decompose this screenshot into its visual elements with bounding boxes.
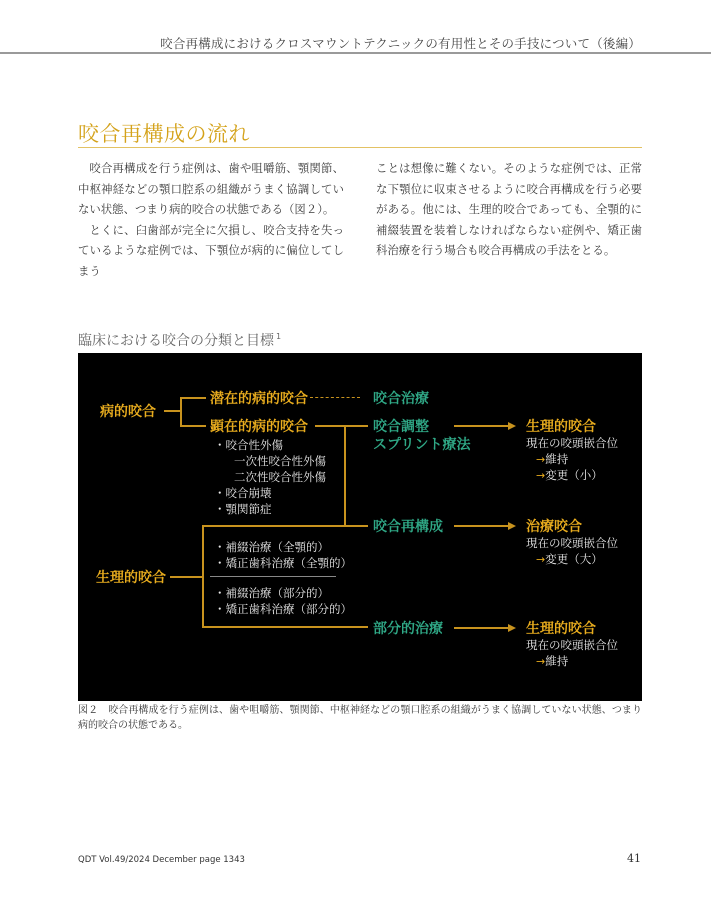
node-manifest-pathological-occlusion: 顕在的病的咬合 (210, 419, 308, 435)
goal-item: →変更（小） (536, 468, 603, 482)
connector (315, 425, 368, 427)
paragraph: とくに、臼歯部が完全に欠損し、咬合支持を失っているような症例では、下顎位が病的に偏位してしまう (78, 222, 344, 278)
node-partial-treatment: 部分的治療 (373, 621, 443, 637)
arrow-line (454, 627, 510, 629)
connector (170, 576, 202, 578)
goal-subtext: 現在の咬頭嵌合位 (526, 536, 618, 550)
figure-heading-text: 臨床における咬合の分類と目標 (78, 333, 274, 349)
arrow-icon: → (536, 655, 546, 668)
divider (210, 576, 336, 577)
node-pathological-occlusion: 病的咬合 (100, 404, 156, 420)
body-column-right (376, 158, 642, 261)
connector (344, 425, 346, 525)
manifest-item: ・咬合崩壊 (214, 486, 272, 500)
connector (180, 425, 206, 427)
manifest-item: 一次性咬合性外傷 (234, 454, 326, 468)
figure-caption: 図２ 咬合再構成を行う症例は、歯や咀嚼筋、顎関節、中枢神経などの顎口腔系の組織がうまく協調していない状態、つまり病的咬合の状態である。 (78, 705, 642, 731)
section-title-rule (78, 147, 642, 148)
goal-subtext: 現在の咬頭嵌合位 (526, 436, 618, 450)
paragraph: ことは想像に難くない。そのような症例では、正常な下顎位に収束させるように咬合再構成を行う必要がある。他には、生理的咬合であっても、全顎的に補綴装置を装着しなければならない症例や、矯正歯科治療を行う場合も咬合再構成の手法をとる。 (376, 161, 642, 258)
arrow-line (454, 425, 510, 427)
manifest-item: ・咬合性外傷 (214, 438, 283, 452)
section-title: 咬合再構成の流れ (78, 122, 250, 146)
goal-item: →維持 (536, 452, 569, 466)
manifest-item: 二次性咬合性外傷 (234, 470, 326, 484)
manifest-item: ・顎関節症 (214, 502, 272, 516)
goal-item: →変更（大） (536, 552, 603, 566)
figure-heading (78, 330, 281, 350)
connector (202, 626, 368, 628)
goal-subtext: 現在の咬頭嵌合位 (526, 638, 618, 652)
goal-physiological-occlusion: 生理的咬合 (526, 419, 596, 435)
node-splint-therapy: スプリント療法 (373, 437, 471, 453)
connector (164, 410, 180, 412)
figure-heading-reference: 1 (276, 332, 282, 342)
arrow-icon: → (536, 469, 546, 482)
goal-physiological-occlusion: 生理的咬合 (526, 621, 596, 637)
node-occlusal-therapy: 咬合治療 (373, 391, 429, 407)
node-physiological-occlusion: 生理的咬合 (96, 570, 166, 586)
connector (180, 397, 206, 399)
footer-journal-info: QDT Vol.49/2024 December page 1343 (78, 855, 245, 865)
physio-partial-item: ・矯正歯科治療（部分的） (214, 602, 352, 616)
arrow-icon: → (536, 553, 546, 566)
goal-item: →維持 (536, 654, 569, 668)
paragraph: 咬合再構成を行う症例は、歯や咀嚼筋、顎関節、中枢神経などの顎口腔系の組織がうまく協調していない状態、つまり病的咬合の状態である（図２）。 (78, 161, 344, 217)
connector (202, 525, 204, 627)
arrow-icon: → (536, 453, 546, 466)
arrow-head-icon (508, 522, 516, 530)
body-column-left (78, 158, 344, 282)
arrow-head-icon (508, 422, 516, 430)
occlusion-classification-diagram (78, 353, 642, 701)
node-occlusal-adjustment: 咬合調整 (373, 419, 429, 435)
goal-therapeutic-occlusion: 治療咬合 (526, 519, 582, 535)
running-head: 咬合再構成におけるクロスマウントテクニックの有用性とその手技について（後編） (160, 36, 641, 51)
physio-full-item: ・補綴治療（全顎的） (214, 540, 329, 554)
node-latent-pathological-occlusion: 潜在的病的咬合 (210, 391, 308, 407)
running-head-rule (0, 52, 711, 54)
physio-full-item: ・矯正歯科治療（全顎的） (214, 556, 352, 570)
arrow-line (454, 525, 510, 527)
connector (202, 525, 368, 527)
page-number: 41 (627, 852, 641, 865)
connector (180, 397, 182, 425)
node-occlusal-reconstruction: 咬合再構成 (373, 519, 443, 535)
dashed-connector (310, 397, 360, 398)
arrow-head-icon (508, 624, 516, 632)
physio-partial-item: ・補綴治療（部分的） (214, 586, 329, 600)
